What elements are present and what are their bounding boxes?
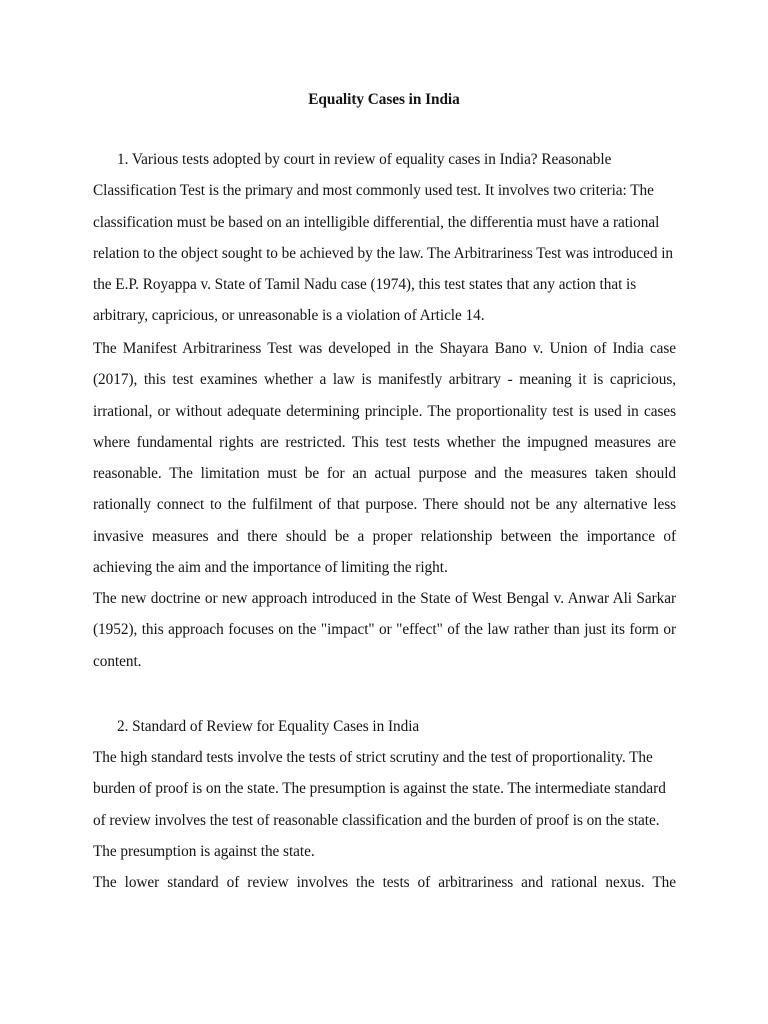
paragraph-new-doctrine: The new doctrine or new approach introduced in the State of West Bengal v. Anwar Ali Sarkar (1952), this approach focuses on the "impact" or "effect" of the law rather than just its form or content. xyxy=(93,590,676,670)
paragraph-high-standard: The high standard tests involve the tests of strict scrutiny and the test of proportionality. The burden of proof is on the state. The presumption is against the state. The intermediate standard of review involves the test of reasonable classification and the burden of proof is on the state. The presumption is against the state. xyxy=(93,749,666,860)
section-heading-standard-of-review: 2. Standard of Review for Equality Cases in India xyxy=(117,718,420,735)
paragraph-lower-standard: The lower standard of review involves the tests of arbitrariness and rational nexus. The xyxy=(93,874,676,891)
document-title: Equality Cases in India xyxy=(308,91,460,108)
paragraph-manifest-arbitrariness: The Manifest Arbitrariness Test was developed in the Shayara Bano v. Union of India case (2017), this test examines whether a law is manifestly arbitrary - meaning it is capricious, irrational, or without adequate determining principle. The proportionality test is used in cases where fundamental rights are restricted. This test tests whether the impugned measures are reasonable. The limitation must be for an actual purpose and the measures taken should rationally connect to the fulfilment of that purpose. There should not be any alternative less invasive measures and there should be a proper relationship between the importance of achieving the aim and the importance of limiting the right. xyxy=(93,340,676,577)
paragraph-various-tests: 1. Various tests adopted by court in review of equality cases in India? Reasonable Classification Test is the primary and most commonly used test. It involves two criteria: The classification must be based on an intelligible differential, the differentia must have a rational relation to the object sought to be achieved by the law. The Arbitrariness Test was introduced in the E.P. Royappa v. State of Tamil Nadu case (1974), this test states that any action that is arbitrary, capricious, or unreasonable is a violation of Article 14. xyxy=(93,151,674,325)
